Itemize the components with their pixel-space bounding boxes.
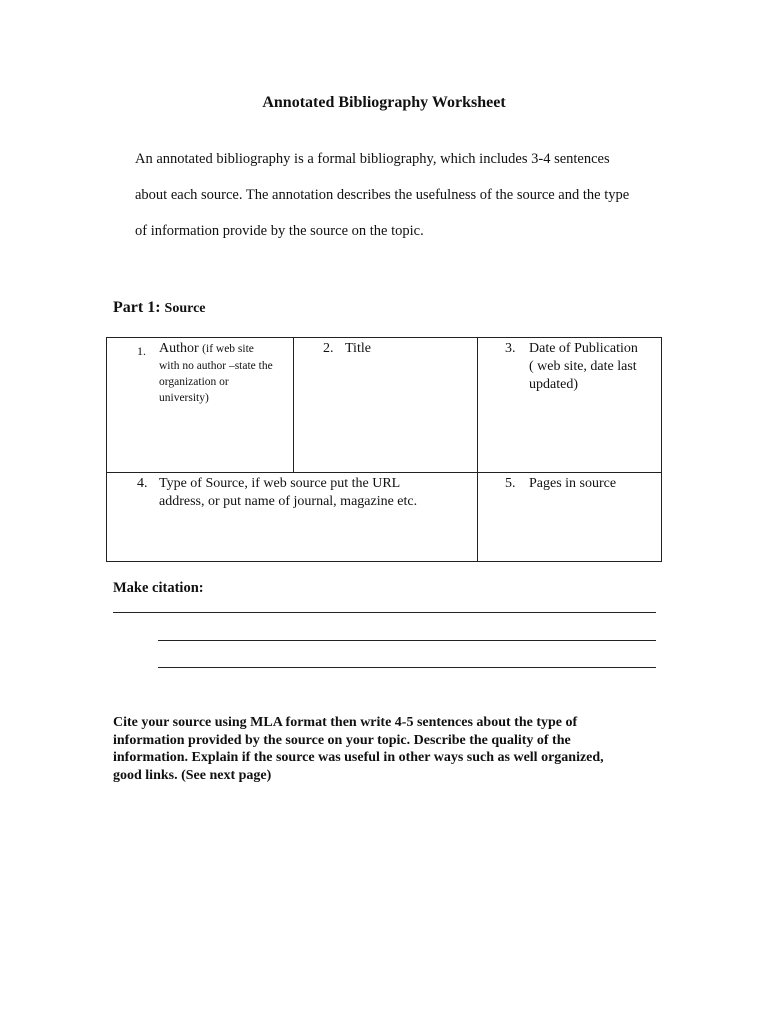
instructions-line: Cite your source using MLA format then write 4-5 sentences about the type of xyxy=(113,715,578,730)
page-title: Annotated Bibliography Worksheet xyxy=(262,94,506,111)
author-label: Author xyxy=(159,341,199,356)
instructions-paragraph xyxy=(113,714,658,784)
pages-number: 5. xyxy=(505,476,516,491)
title-number: 2. xyxy=(323,341,334,356)
title-label: Title xyxy=(345,341,371,356)
source-table xyxy=(106,337,662,562)
date-cell[interactable] xyxy=(478,338,661,472)
citation-line[interactable] xyxy=(158,640,656,641)
source-type-label: Type of Source, if web source put the URL xyxy=(159,476,401,491)
date-label: Date of Publication xyxy=(529,341,638,356)
citation-line[interactable] xyxy=(158,667,656,668)
source-type-cell[interactable] xyxy=(107,473,477,561)
part-heading xyxy=(113,299,206,317)
title-cell[interactable] xyxy=(294,338,477,472)
instructions-line: information provided by the source on your topic. Describe the quality of the xyxy=(113,732,571,748)
author-detail: with no author –state the xyxy=(159,360,273,372)
author-detail: (if web site xyxy=(202,343,254,355)
source-type-label: address, or put name of journal, magazine etc. xyxy=(159,494,418,509)
author-cell[interactable] xyxy=(107,338,293,472)
part-label: Part 1: xyxy=(113,299,161,316)
intro-line: about each source. The annotation describes the usefulness of the source and the type xyxy=(135,187,630,203)
date-number: 3. xyxy=(505,341,516,356)
source-type-number: 4. xyxy=(137,476,148,491)
pages-cell[interactable] xyxy=(478,473,661,561)
pages-label: Pages in source xyxy=(529,476,617,491)
date-label: updated) xyxy=(529,377,578,392)
intro-line: of information provide by the source on the topic. xyxy=(135,223,424,239)
part-sub-label: Source xyxy=(164,301,206,316)
citation-label: Make citation: xyxy=(113,580,204,596)
intro-paragraph xyxy=(135,141,675,249)
instructions-line: information. Explain if the source was useful in other ways such as well organized, xyxy=(113,750,604,765)
date-label: ( web site, date last xyxy=(529,359,637,374)
citation-line[interactable] xyxy=(113,612,656,613)
author-number: 1. xyxy=(137,344,146,358)
author-detail: university) xyxy=(159,392,209,404)
author-detail: organization or xyxy=(159,376,229,388)
instructions-line: good links. (See next page) xyxy=(113,767,272,783)
intro-line: An annotated bibliography is a formal bibliography, which includes 3-4 sentences xyxy=(135,151,610,167)
